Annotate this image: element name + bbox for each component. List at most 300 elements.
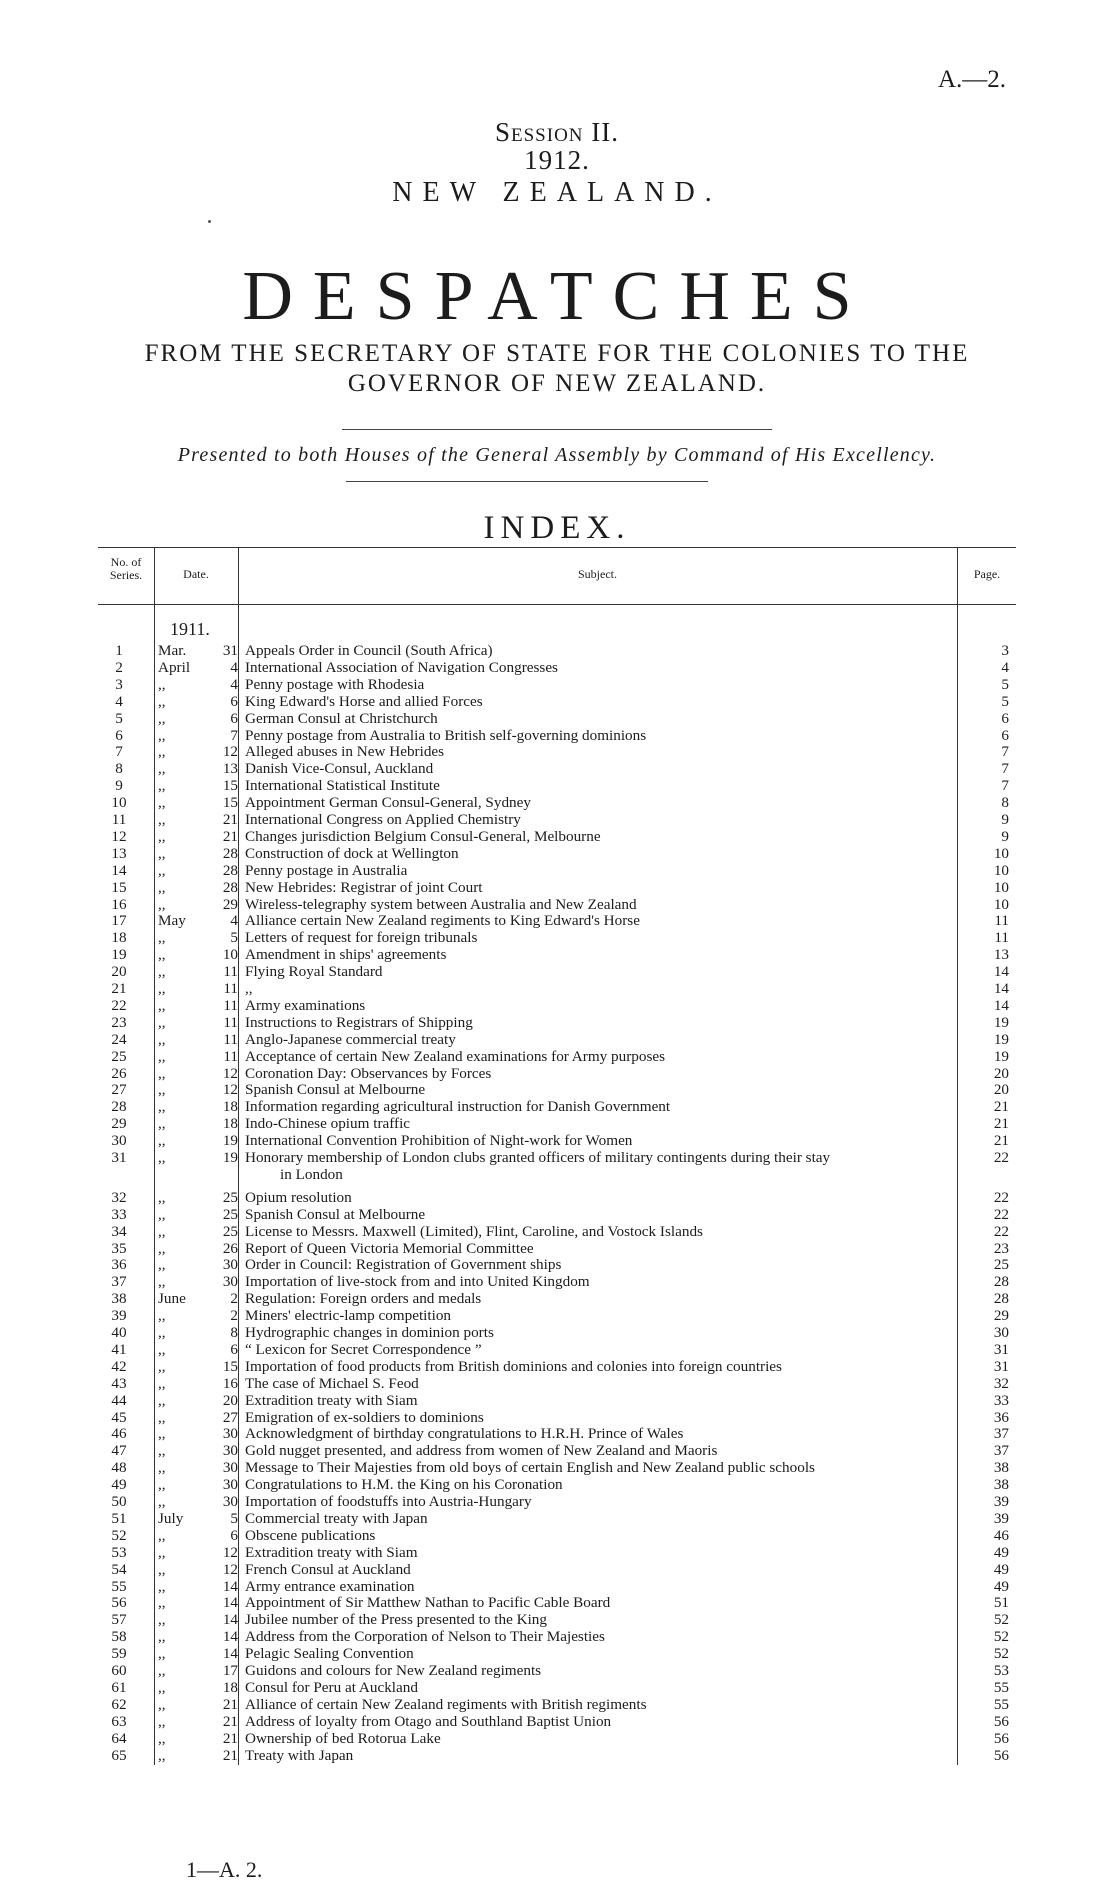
page-number: 25 [993,1256,1009,1274]
table-row [0,1223,1114,1240]
date-month: ,, [158,692,166,710]
series-number: 42 [111,1357,127,1375]
table-row [0,896,1114,913]
date-day: 25 [222,1222,238,1240]
page-number: 39 [993,1493,1009,1510]
series-number: 65 [111,1746,127,1764]
date-day: 6 [230,709,238,727]
date-month: ,, [158,1594,166,1612]
page-number: 49 [993,1560,1009,1578]
date-month: ,, [158,878,166,896]
divider-top [342,429,772,430]
date-month: ,, [158,777,166,795]
page-number: 14 [993,996,1009,1014]
date-day: 11 [223,996,238,1014]
series-number: 7 [115,743,123,761]
page-number: 10 [993,895,1009,913]
date-month: ,, [158,1064,166,1082]
date-day: 21 [222,1746,238,1764]
date-day: 12 [222,1081,238,1099]
date-day: 2 [230,1290,238,1308]
subject-text: Flying Royal Standard [245,963,955,980]
date-day: 25 [222,1205,238,1223]
date-month: ,, [158,1047,166,1065]
subject-text: French Consul at Auckland [245,1561,955,1578]
date-month: ,, [158,1493,166,1510]
header-date: Date. [183,567,209,581]
date-day: 4 [230,912,238,930]
series-number: 15 [111,878,127,896]
table-row [0,1014,1114,1031]
date-day: 19 [222,1149,238,1166]
date-month: ,, [158,895,166,913]
date-day: 8 [230,1324,238,1341]
date-month: ,, [158,1222,166,1240]
date-month: May [158,912,186,930]
subject-text: Jubilee number of the Press presented to the King [245,1611,955,1628]
page-number: 36 [993,1408,1009,1426]
date-month: ,, [158,1459,166,1477]
series-number: 30 [111,1132,127,1150]
date-month: ,, [158,1746,166,1764]
table-row [0,1149,1114,1166]
subject-text: Importation of foodstuffs into Austria-Hungary [245,1493,955,1510]
table-row [0,1662,1114,1679]
date-month: ,, [158,1712,166,1730]
table-row [0,1341,1114,1358]
date-month: ,, [158,929,166,947]
subject-text: Spanish Consul at Melbourne [245,1081,955,1098]
series-number: 59 [111,1645,127,1663]
series-number: 57 [111,1611,127,1629]
page-number: 23 [993,1239,1009,1257]
subject-text: Alliance of certain New Zealand regiments with British regiments [245,1696,955,1713]
date-day: 15 [222,1357,238,1375]
series-number: 39 [111,1307,127,1325]
series-number: 55 [111,1577,127,1595]
table-row [0,1132,1114,1149]
subject-text: King Edward's Horse and allied Forces [245,693,955,710]
date-day: 28 [222,861,238,879]
table-row [0,1392,1114,1409]
page-number: 7 [1001,777,1009,795]
table-row [0,1459,1114,1476]
date-day: 11 [223,1047,238,1065]
table-row [0,997,1114,1014]
subtitle-line-2: GOVERNOR OF NEW ZEALAND. [347,370,767,397]
date-day: 30 [222,1256,238,1274]
series-number: 50 [111,1493,127,1510]
page-number: 4 [1001,658,1009,676]
date-day: 18 [222,1115,238,1133]
date-month: ,, [158,1115,166,1133]
date-day: 30 [222,1273,238,1291]
date-day: 30 [222,1476,238,1494]
table-row [0,727,1114,744]
subject-text: Indo-Chinese opium traffic [245,1115,955,1132]
divider-bottom [346,481,708,482]
date-day: 15 [222,794,238,812]
series-number: 64 [111,1729,127,1747]
document-title: DESPATCHES [242,258,872,335]
subject-text: License to Messrs. Maxwell (Limited), Flint, Caroline, and Vostock Islands [245,1223,955,1240]
page-number: 29 [993,1307,1009,1325]
page-number: 21 [993,1098,1009,1116]
series-number: 56 [111,1594,127,1612]
date-month: ,, [158,1425,166,1443]
date-month: ,, [158,844,166,862]
page-number: 7 [1001,743,1009,761]
subject-text: Hydrographic changes in dominion ports [245,1324,955,1341]
subject-text: Importation of food products from British dominions and colonies into foreign countries [245,1358,955,1375]
table-row [0,794,1114,811]
subject-text: Gold nugget presented, and address from women of New Zealand and Maoris [245,1442,955,1459]
country-label: NEW ZEALAND. [392,177,722,208]
date-month: ,, [158,1205,166,1223]
series-number: 18 [111,929,127,947]
date-day: 14 [222,1577,238,1595]
date-day: 21 [222,1712,238,1730]
date-month: ,, [158,1526,166,1544]
date-day: 21 [222,1729,238,1747]
page-footer: 1—A. 2. [186,1857,263,1882]
year-label: 1912. [524,145,590,175]
page-number: 6 [1001,709,1009,727]
subject-text: Instructions to Registrars of Shipping [245,1014,955,1031]
page-number: 32 [993,1374,1009,1392]
table-row [0,929,1114,946]
series-number: 47 [111,1442,127,1460]
subject-text: Commercial treaty with Japan [245,1510,955,1527]
date-month: ,, [158,1391,166,1409]
subject-text: Opium resolution [245,1189,955,1206]
date-day: 11 [223,1030,238,1048]
subject-text: Address from the Corporation of Nelson to Their Majesties [245,1628,955,1645]
subject-text: German Consul at Christchurch [245,710,955,727]
date-month: ,, [158,1560,166,1578]
table-row [0,1358,1114,1375]
date-day: 7 [230,726,238,744]
table-row [0,1240,1114,1257]
series-number: 31 [111,1149,127,1166]
page-number: 30 [993,1324,1009,1341]
table-row [0,1256,1114,1273]
subject-text: Ownership of bed Rotorua Lake [245,1730,955,1747]
date-month: ,, [158,861,166,879]
subject-text: Pelagic Sealing Convention [245,1645,955,1662]
date-month: ,, [158,1678,166,1696]
page-number: 31 [993,1340,1009,1358]
table-row [0,1476,1114,1493]
series-number: 36 [111,1256,127,1274]
date-month: ,, [158,1132,166,1150]
date-month: ,, [158,726,166,744]
date-month: ,, [158,1611,166,1629]
page-number: 19 [993,1047,1009,1065]
series-number: 37 [111,1273,127,1291]
date-month: ,, [158,1098,166,1116]
series-number: 13 [111,844,127,862]
table-row [0,1561,1114,1578]
date-day: 26 [222,1239,238,1257]
series-number: 44 [111,1391,127,1409]
date-day: 18 [222,1098,238,1116]
header-series-no: No. of Series. [109,555,143,582]
page-number: 9 [1001,811,1009,828]
table-row [0,1206,1114,1223]
date-month: ,, [158,1476,166,1494]
subject-text: Wireless-telegraphy system between Australia and New Zealand [245,896,955,913]
date-day: 14 [222,1645,238,1663]
page-number: 37 [993,1425,1009,1443]
series-number: 35 [111,1239,127,1257]
series-number: 14 [111,861,127,879]
page-number: 5 [1001,692,1009,710]
date-month: ,, [158,827,166,845]
page-number: 10 [993,844,1009,862]
series-number: 61 [111,1678,127,1696]
page-number: 14 [993,963,1009,981]
series-number: 16 [111,895,127,913]
index-heading: INDEX. [483,510,631,546]
date-day: 4 [230,658,238,676]
table-row [0,642,1114,659]
subject-text: Treaty with Japan [245,1747,955,1764]
series-number: 12 [111,827,127,845]
subject-continuation: in London [280,1165,343,1183]
page-number: 28 [993,1290,1009,1308]
date-month: ,, [158,946,166,964]
page-number: 22 [993,1222,1009,1240]
date-day: 18 [222,1678,238,1696]
page-number: 22 [993,1188,1009,1206]
subject-text: Coronation Day: Observances by Forces [245,1065,955,1082]
page-number: 37 [993,1442,1009,1460]
subject-text: Emigration of ex-soldiers to dominions [245,1409,955,1426]
date-month: ,, [158,980,166,997]
table-row [0,1081,1114,1098]
table-row [0,1679,1114,1696]
date-month: ,, [158,1408,166,1426]
page-number: 11 [994,929,1009,947]
table-row [0,1065,1114,1082]
table-row [0,963,1114,980]
series-number: 33 [111,1205,127,1223]
subject-text: ,, [245,980,955,997]
date-day: 12 [222,743,238,761]
date-day: 15 [222,777,238,795]
subject-text: Spanish Consul at Melbourne [245,1206,955,1223]
page-number: 55 [993,1678,1009,1696]
page-number: 7 [1001,760,1009,778]
series-number: 34 [111,1222,127,1240]
date-day: 4 [230,675,238,693]
date-month: ,, [158,1662,166,1679]
table-row [0,1324,1114,1341]
page-number: 56 [993,1746,1009,1764]
series-number: 32 [111,1188,127,1206]
date-day: 28 [222,844,238,862]
table-row [0,1510,1114,1527]
table-row [0,777,1114,794]
subject-text: International Convention Prohibition of Night-work for Women [245,1132,955,1149]
subject-text: Penny postage in Australia [245,862,955,879]
page-number: 22 [993,1149,1009,1166]
date-month: ,, [158,1239,166,1257]
subject-text: Importation of live-stock from and into United Kingdom [245,1273,955,1290]
subject-text: Guidons and colours for New Zealand regiments [245,1662,955,1679]
date-day: 14 [222,1628,238,1646]
table-row [0,1696,1114,1713]
series-number: 2 [115,658,123,676]
date-month: ,, [158,1543,166,1561]
table-row [0,1747,1114,1764]
page-number: 13 [993,946,1009,964]
table-row [0,1048,1114,1065]
table-row [0,912,1114,929]
series-number: 52 [111,1526,127,1544]
table-row [0,1628,1114,1645]
page-reference: A.—2. [937,66,1006,93]
table-row [0,659,1114,676]
date-day: 6 [230,1340,238,1358]
page-number: 5 [1001,675,1009,693]
date-month: ,, [158,1256,166,1274]
date-day: 17 [222,1662,238,1679]
session-label: Session II. [494,117,619,147]
subject-text: Extradition treaty with Siam [245,1544,955,1561]
date-day: 16 [222,1374,238,1392]
date-day: 21 [222,811,238,828]
header-page: Page. [973,567,1001,581]
table-row [0,1442,1114,1459]
series-number: 17 [111,912,127,930]
date-month: April [158,658,191,676]
series-number: 22 [111,996,127,1014]
series-number: 63 [111,1712,127,1730]
page-number: 19 [993,1013,1009,1031]
date-day: 12 [222,1560,238,1578]
date-month: ,, [158,811,166,828]
subject-text: Appeals Order in Council (South Africa) [245,642,955,659]
date-month: ,, [158,1729,166,1747]
subject-text: Message to Their Majesties from old boys of certain English and New Zealand public schools [245,1459,955,1476]
table-row [0,980,1114,997]
date-month: ,, [158,1013,166,1031]
table-header-rule [98,604,1016,605]
series-number: 5 [115,709,123,727]
subject-text: Construction of dock at Wellington [245,845,955,862]
series-number: 4 [115,692,123,710]
series-number: 54 [111,1560,127,1578]
page-number: 53 [993,1662,1009,1679]
series-number: 40 [111,1324,127,1341]
date-day: 21 [222,1695,238,1713]
subject-text: Honorary membership of London clubs granted officers of military contingents during their stay [245,1149,955,1166]
table-row [0,1493,1114,1510]
date-day: 30 [222,1442,238,1460]
table-row [0,1375,1114,1392]
series-number: 27 [111,1081,127,1099]
series-number: 46 [111,1425,127,1443]
subject-text: The case of Michael S. Feod [245,1375,955,1392]
series-number: 45 [111,1408,127,1426]
date-day: 13 [222,760,238,778]
date-month: July [158,1509,184,1527]
date-month: ,, [158,1149,166,1166]
date-month: ,, [158,1645,166,1663]
date-month: ,, [158,1695,166,1713]
date-month: Mar. [158,642,187,659]
subject-text: Report of Queen Victoria Memorial Committee [245,1240,955,1257]
date-day: 12 [222,1543,238,1561]
series-number: 8 [115,760,123,778]
table-row [0,1544,1114,1561]
subject-text: Changes jurisdiction Belgium Consul-General, Melbourne [245,828,955,845]
table-row [0,1409,1114,1426]
page-number: 28 [993,1273,1009,1291]
table-row [0,693,1114,710]
table-row [0,1645,1114,1662]
table-row [0,946,1114,963]
page-number: 31 [993,1357,1009,1375]
year-group-label: 1911. [170,619,210,639]
speck [208,220,211,223]
subject-text: Danish Vice-Consul, Auckland [245,760,955,777]
subject-text: Congratulations to H.M. the King on his Coronation [245,1476,955,1493]
page-number: 21 [993,1115,1009,1133]
date-day: 14 [222,1611,238,1629]
page-number: 52 [993,1628,1009,1646]
subject-text: Acknowledgment of birthday congratulations to H.R.H. Prince of Wales [245,1425,955,1442]
series-number: 26 [111,1064,127,1082]
table-row [0,710,1114,727]
subject-text: Consul for Peru at Auckland [245,1679,955,1696]
date-month: ,, [158,1030,166,1048]
subject-text: Order in Council: Registration of Government ships [245,1256,955,1273]
subject-text: Amendment in ships' agreements [245,946,955,963]
table-row [0,845,1114,862]
subject-text: International Congress on Applied Chemistry [245,811,955,828]
page-number: 6 [1001,726,1009,744]
table-row [0,676,1114,693]
series-number: 1 [115,642,123,659]
page-number: 52 [993,1611,1009,1629]
table-row [0,1713,1114,1730]
page-number: 49 [993,1577,1009,1595]
table-row [0,1189,1114,1206]
subject-text: Information regarding agricultural instruction for Danish Government [245,1098,955,1115]
date-day: 5 [230,929,238,947]
date-day: 20 [222,1391,238,1409]
page-number: 33 [993,1391,1009,1409]
page-number: 56 [993,1729,1009,1747]
table-row [0,1115,1114,1132]
date-day: 25 [222,1188,238,1206]
date-month: ,, [158,1307,166,1325]
date-month: ,, [158,963,166,981]
series-number: 60 [111,1662,127,1679]
subject-text: Penny postage from Australia to British self-governing dominions [245,727,955,744]
date-day: 12 [222,1064,238,1082]
subject-text: Letters of request for foreign tribunals [245,929,955,946]
series-number: 23 [111,1013,127,1031]
table-row [0,862,1114,879]
date-day: 31 [222,642,238,659]
subject-text: Anglo-Japanese commercial treaty [245,1031,955,1048]
date-day: 28 [222,878,238,896]
date-day: 14 [222,1594,238,1612]
